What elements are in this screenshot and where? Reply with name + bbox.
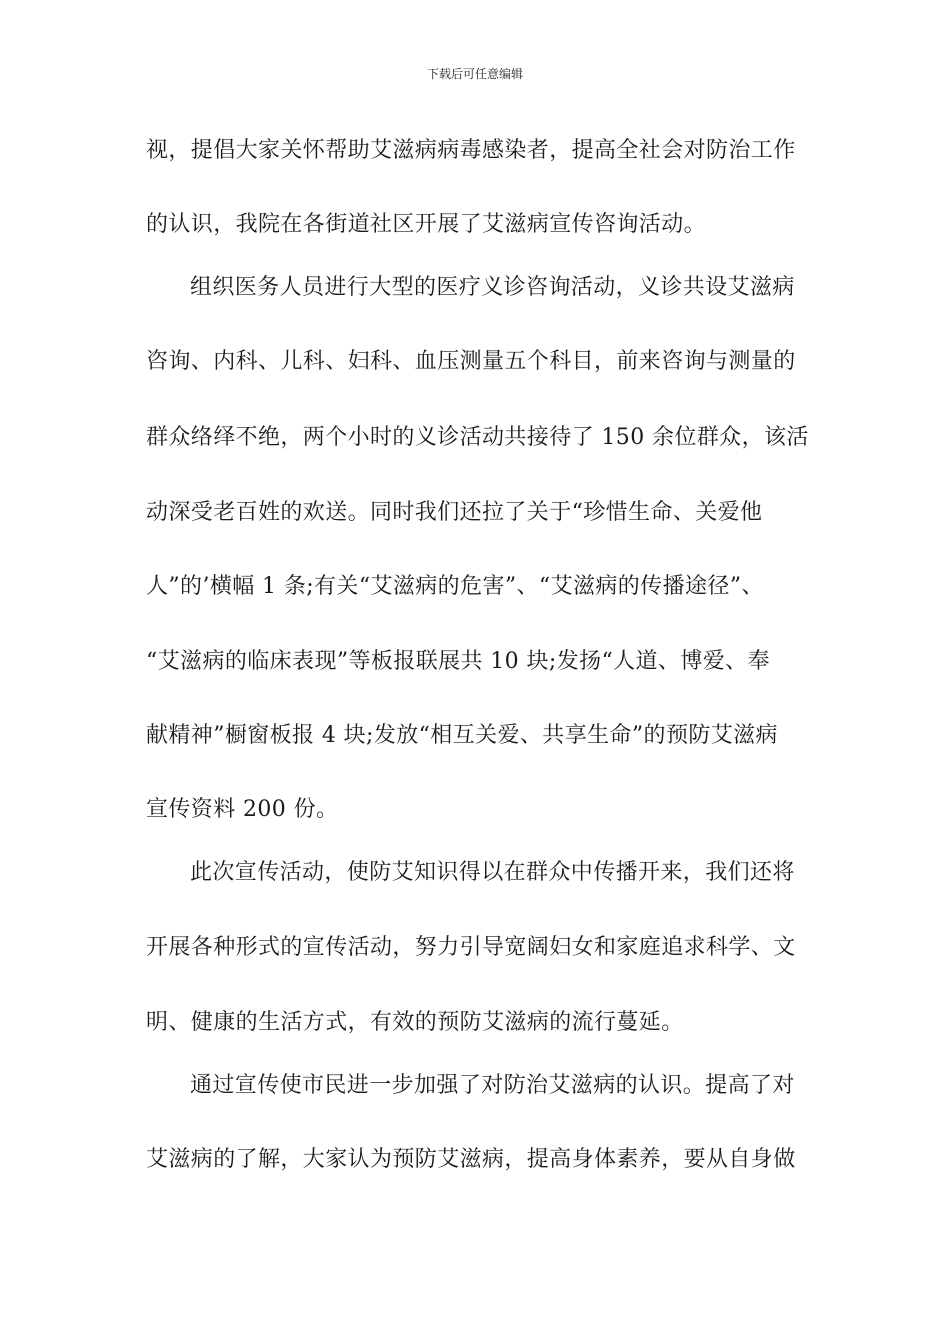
text-line: 咨询、内科、儿科、妇科、血压测量五个科目，前来咨询与测量的	[146, 349, 796, 374]
text-line: 人”的’横幅 1 条;有关“艾滋病的危害”、“艾滋病的传播途径”、	[146, 574, 764, 599]
paragraph-start-line: 通过宣传使市民进一步加强了对防治艾滋病的认识。提高了对	[190, 1073, 795, 1098]
page-header: 下载后可任意编辑	[426, 67, 523, 81]
text-line: 视，提倡大家关怀帮助艾滋病病毒感染者，提高全社会对防治工作	[146, 138, 796, 163]
text-line: 艾滋病的了解，大家认为预防艾滋病，提高身体素养，要从自身做	[146, 1147, 796, 1172]
text-line: 宣传资料 200 份。	[146, 797, 339, 822]
text-line: 开展各种形式的宣传活动，努力引导宽阔妇女和家庭追求科学、文	[146, 935, 796, 960]
text-line: 的认识，我院在各街道社区开展了艾滋病宣传咨询活动。	[146, 212, 707, 237]
paragraph-start-line: 组织医务人员进行大型的医疗义诊咨询活动，义诊共设艾滋病	[190, 275, 795, 300]
paragraph-start-line: 此次宣传活动，使防艾知识得以在群众中传播开来，我们还将	[190, 860, 795, 885]
text-line: 献精神”橱窗板报 4 块;发放“相互关爱、共享生命”的预防艾滋病	[146, 723, 778, 748]
text-line: “艾滋病的临床表现”等板报联展共 10 块;发扬“人道、博爱、奉	[146, 649, 770, 674]
text-line: 动深受老百姓的欢送。同时我们还拉了关于“珍惜生命、关爱他	[146, 500, 763, 525]
text-line: 明、健康的生活方式，有效的预防艾滋病的流行蔓延。	[146, 1010, 684, 1035]
text-line: 群众络绎不绝，两个小时的义诊活动共接待了 150 余位群众，该活	[146, 425, 809, 450]
